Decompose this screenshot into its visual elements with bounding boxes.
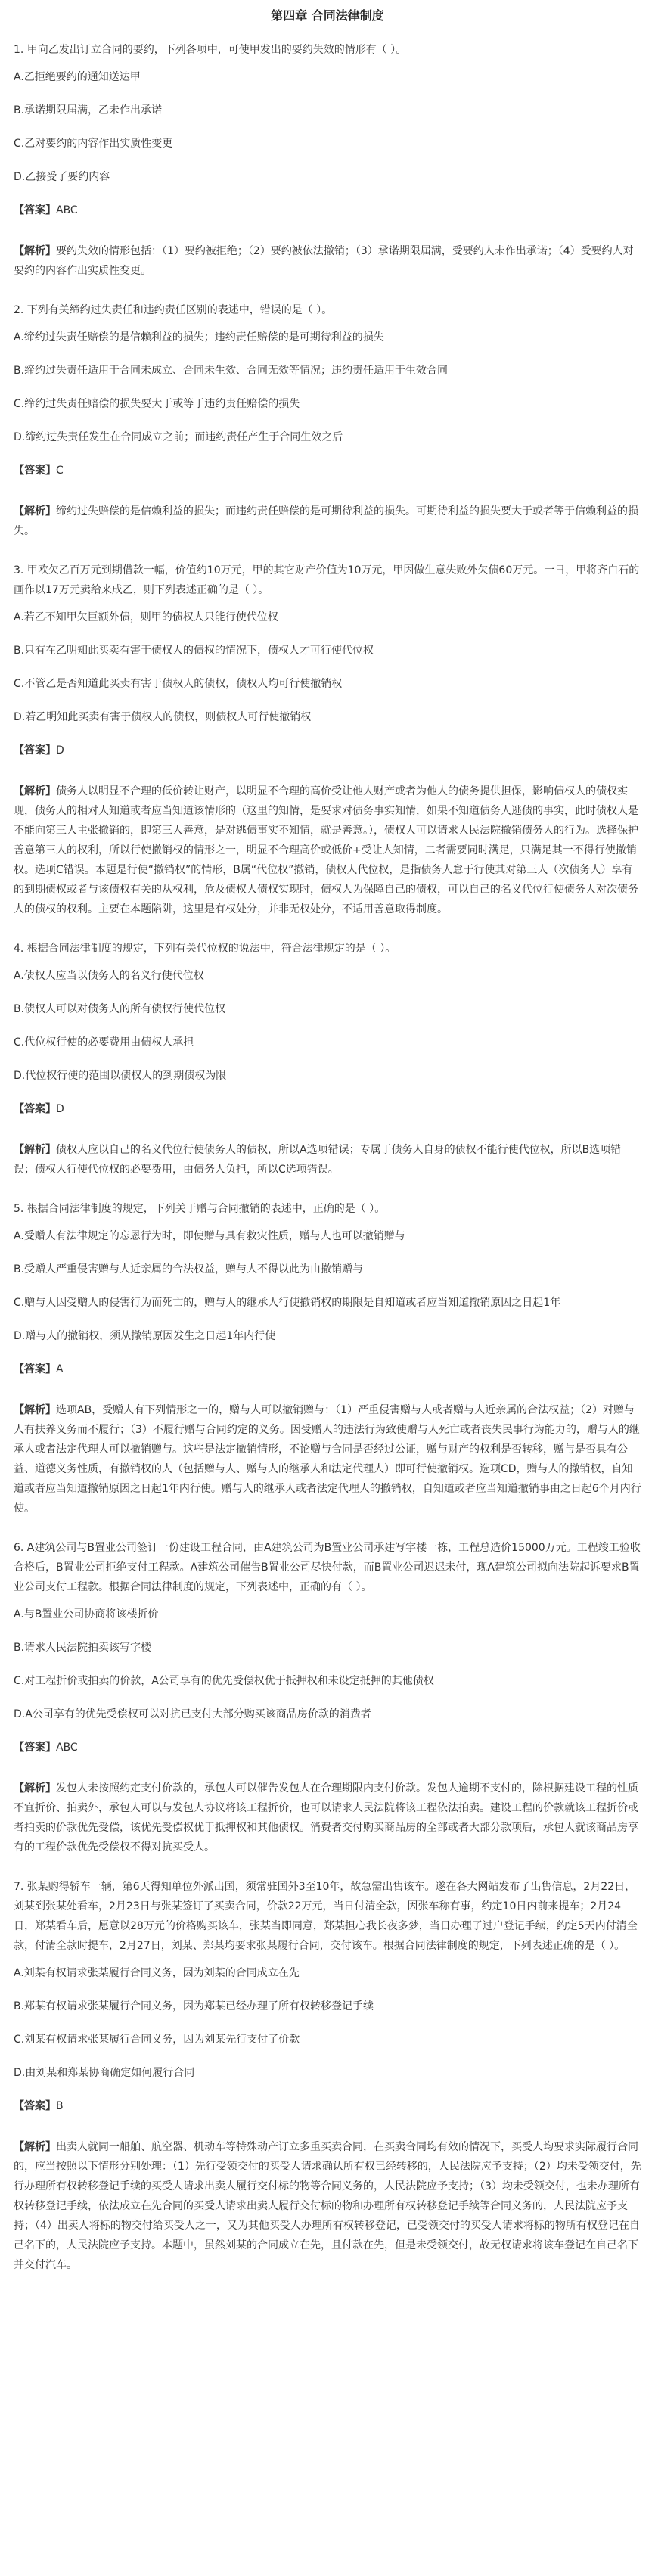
analysis-text: 要约失效的情形包括：（1）要约被拒绝；（2）要约被依法撤销；（3）承诺期限届满，受要约人未作出承诺；（4）受要约人对要约的内容作出实质性变更。 [14, 245, 634, 277]
answer-option: B.郑某有权请求张某履行合同义务，因为郑某已经办理了所有权转移登记手续 [14, 2000, 374, 2012]
question-stem: 6. A建筑公司与B置业公司签订一份建设工程合同，由A建筑公司为B置业公司承建写字楼一栋，工程总造价15000万元。工程竣工验收合格后，B置业公司拒绝支付工程款。A建筑公司催告B置业公司尽快付款，而B置业公司迟迟未付，现A建筑公司拟向法院起诉要求B置业公司支付工程款。根据合同法律制度的规定，下列表述中，正确的有（ ）。 [14, 1542, 641, 1593]
answer-label: 【答案】 [14, 1103, 56, 1115]
answer-option: D.A公司享有的优先受偿权可以对抗已支付大部分购买该商品房价款的消费者 [14, 1708, 371, 1720]
analysis-text: 债权人应以自己的名义代位行使债务人的债权，所以A选项错误；专属于债务人自身的债权不能行使代位权，所以B选项错误；债权人行使代位权的必要费用，由债务人负担，所以C选项错误。 [14, 1144, 622, 1176]
answer-value: ABC [56, 204, 78, 216]
question-stem: 1. 甲向乙发出订立合同的要约，下列各项中，可使甲发出的要约失效的情形有（ ）。 [14, 44, 407, 56]
analysis-label: 【解析】 [14, 2141, 56, 2153]
answer-option: B.只有在乙明知此买卖有害于债权人的债权的情况下，债权人才可行使代位权 [14, 645, 374, 657]
question-block [14, 40, 641, 281]
analysis-label: 【解析】 [14, 785, 56, 797]
answer-label: 【答案】 [14, 1742, 56, 1754]
analysis-paragraph [14, 782, 641, 919]
analysis-text: 发包人未按照约定支付价款的，承包人可以催告发包人在合理期限内支付价款。发包人逾期不支付的，除根据建设工程的性质不宜折价、拍卖外，承包人可以与发包人协议将该工程折价，也可以请求人民法院将该工程依法拍卖。建设工程的价款就该工程折价或者拍卖的价款优先受偿，该优先受偿权优于抵押权和其他债权。消费者交付购买商品房的全部或者大部分款项后，承包人就该商品房享有的工程价款优先受偿权不得对抗买受人。 [14, 1782, 638, 1854]
analysis-text: 缔约过失赔偿的是信赖利益的损失；而违约责任赔偿的是可期待利益的损失。可期待利益的损失要大于或者等于信赖利益的损失。 [14, 505, 638, 537]
answer-option: A.若乙不知甲欠巨额外债，则甲的债权人只能行使代位权 [14, 611, 278, 623]
analysis-label: 【解析】 [14, 505, 56, 517]
analysis-label: 【解析】 [14, 1404, 56, 1416]
answer-option: D.若乙明知此买卖有害于债权人的债权，则债权人可行使撤销权 [14, 711, 312, 723]
answer-value: C [56, 465, 64, 477]
answer-line [14, 742, 641, 759]
answer-option: B.债权人可以对债务人的所有债权行使代位权 [14, 1003, 226, 1015]
question-stem: 2. 下列有关缔约过失责任和违约责任区别的表述中，错误的是（ ）。 [14, 304, 333, 316]
answer-option: C.代位权行使的必要费用由债权人承担 [14, 1036, 194, 1049]
question-stem: 3. 甲欧欠乙百万元到期借款一幅，价值约10万元，甲的其它财产价值为10万元，甲因做生意失败外欠债60万元。一日，甲将齐白石的画作以17万元卖给来成乙，则下列表述正确的是（ ）。 [14, 564, 640, 596]
answer-value: D [56, 744, 64, 757]
question-block [14, 1538, 641, 1857]
answer-option: D.代位权行使的范围以债权人的到期债权为限 [14, 1070, 227, 1082]
analysis-paragraph [14, 241, 641, 281]
answer-option: D.乙接受了要约内容 [14, 171, 110, 183]
analysis-paragraph [14, 1140, 641, 1179]
answer-line [14, 202, 641, 219]
analysis-paragraph [14, 1400, 641, 1518]
answer-line [14, 2098, 641, 2115]
question-stem: 7. 张某购得轿车一辆，第6天得知单位外派出国，须常驻国外3至10年，故急需出售该车。遂在各大网站发布了出售信息，2月22日，刘某到张某处看车，2月23日与张某签订了买卖合同，价款22万元，当日付清全款，因张车称有事，约定10日内前来提车；2月24日，郑某看车后，愿意以28万元的价格购买该车，张某当即同意，郑某担心我长夜多梦，当日办理了过户登记手续，约定5天内付清全款，付清全款时提车，2月27日，刘某、郑某均要求张某履行合同，交付该车。根据合同法律制度的规定，下列表述正确的是（ ）。 [14, 1881, 638, 1952]
analysis-paragraph [14, 502, 641, 541]
answer-label: 【答案】 [14, 204, 56, 216]
analysis-paragraph [14, 2137, 641, 2275]
answer-value: A [56, 1363, 64, 1375]
answer-line [14, 462, 641, 479]
answer-option: B.受赠人严重侵害赠与人近亲属的合法权益，赠与人不得以此为由撤销赠与 [14, 1263, 364, 1276]
question-stem: 4. 根据合同法律制度的规定，下列有关代位权的说法中，符合法律规定的是（ ）。 [14, 943, 396, 955]
answer-option: D.由刘某和郑某协商确定如何履行合同 [14, 2067, 195, 2079]
answer-option: D.赠与人的撤销权，须从撤销原因发生之日起1年内行使 [14, 1330, 276, 1342]
analysis-label: 【解析】 [14, 1782, 56, 1794]
answer-option: C.赠与人因受赠人的侵害行为而死亡的，赠与人的继承人行使撤销权的期限是自知道或者应当知道撤销原因之日起1年 [14, 1297, 561, 1309]
answer-option: C.不管乙是否知道此买卖有害于债权人的债权，债权人均可行使撤销权 [14, 678, 343, 690]
answer-value: ABC [56, 1742, 78, 1754]
question-block [14, 561, 641, 919]
question-stem: 5. 根据合同法律制度的规定，下列关于赠与合同撤销的表述中，正确的是（ ）。 [14, 1203, 386, 1215]
question-list [14, 40, 641, 2275]
answer-option: B.缔约过失责任适用于合同未成立、合同未生效、合同无效等情况；违约责任适用于生效合同 [14, 365, 449, 377]
answer-option: A.债权人应当以债务人的名义行使代位权 [14, 970, 204, 982]
answer-option: A.乙拒绝要约的通知送达甲 [14, 71, 141, 83]
answer-label: 【答案】 [14, 2100, 56, 2112]
answer-line [14, 1739, 641, 1756]
answer-option: A.受赠人有法律规定的忘恩行为时，即使赠与具有救灾性质，赠与人也可以撤销赠与 [14, 1230, 405, 1242]
answer-value: B [56, 2100, 64, 2112]
answer-label: 【答案】 [14, 1363, 56, 1375]
answer-label: 【答案】 [14, 744, 56, 757]
answer-option: C.乙对要约的内容作出实质性变更 [14, 138, 173, 150]
answer-label: 【答案】 [14, 465, 56, 477]
answer-option: A.与B置业公司协商将该楼折价 [14, 1608, 159, 1620]
analysis-text: 债务人以明显不合理的低价转让财产，以明显不合理的高价受让他人财产或者为他人的债务提供担保，影响债权人的债权实现，债务人的相对人知道或者应当知道该情形的（这里的知情，是要求对债务事实知情，如果不知道债务人逃债的事实，此时债权人是不能向第三人主张撤销的，即第三人善意，是对逃债事实不知情，就是善意。），债权人可以请求人民法院撤销债务人的行为。选择保护善意第三人的权利，所以行使撤销权的情形之一，明显不合理高价或低价+受让人知情，二者需要同时满足，只满足其一不得行使撤销权。选项C错误。本题是行使“撤销权”的情形，B属“代位权”撤销，债权人代位权，是指债务人怠于行使其对第三人（次债务人）享有的到期债权或者与该债权有关的从权利，危及债权人债权实现时，债权人为保障自己的债权，可以自己的名义代位行使债务人对次债务人的债权的权利。主要在本题陷阱，这里是有权处分，并非无权处分，不适用善意取得制度。 [14, 785, 638, 915]
analysis-text: 出卖人就同一船舶、航空器、机动车等特殊动产订立多重买卖合同，在买卖合同均有效的情况下，买受人均要求实际履行合同的，应当按照以下情形分别处理：（1）先行受领交付的买受人请求确认所有权已经转移的，人民法院应予支持；（2）均未受领交付，先行办理所有权转移登记手续的买受人请求出卖人履行交付标的物等合同义务的，人民法院应予支持；（3）均未受领交付，也未办理所有权转移登记手续，依法成立在先合同的买受人请求出卖人履行交付标的物和办理所有权转移登记手续等合同义务的，人民法院应予支持；（4）出卖人将标的物交付给买受人之一，又为其他买受人办理所有权转移登记，已受领交付的买受人请求将标的物所有权登记在自己名下的，人民法院应予支持。本题中，虽然刘某的合同成立在先，且付款在先，但是未受领交付，故无权请求将该车登记在自己名下并交付汽车。 [14, 2141, 641, 2271]
answer-line [14, 1361, 641, 1378]
answer-option: A.刘某有权请求张某履行合同义务，因为刘某的合同成立在先 [14, 1967, 300, 1979]
analysis-label: 【解析】 [14, 245, 56, 257]
question-block [14, 1199, 641, 1518]
question-block [14, 1877, 641, 2275]
answer-option: A.缔约过失责任赔偿的是信赖利益的损失；违约责任赔偿的是可期待利益的损失 [14, 331, 384, 343]
answer-value: D [56, 1103, 64, 1115]
question-block [14, 300, 641, 541]
answer-line [14, 1101, 641, 1117]
analysis-text: 选项AB，受赠人有下列情形之一的，赠与人可以撤销赠与：（1）严重侵害赠与人或者赠与人近亲属的合法权益；（2）对赠与人有扶养义务而不履行；（3）不履行赠与合同约定的义务。因受赠人的违法行为致使赠与人死亡或者丧失民事行为能力的，赠与人的继承人或者法定代理人可以撤销赠与。这些是法定撤销情形，不论赠与合同是否经过公证，赠与财产的权利是否转移，赠与是否具有公益、道德义务性质，有撤销权的人（包括赠与人、赠与人的继承人和法定代理人）即可行使撤销权。选项CD，赠与人的撤销权，自知道或者应当知道撤销原因之日起1年内行使。赠与人的继承人或者法定代理人的撤销权，自知道或者应当知道撤销事由之日起6个月内行使。 [14, 1404, 641, 1515]
chapter-title: 第四章 合同法律制度 [271, 8, 384, 23]
answer-option: D.缔约过失责任发生在合同成立之前；而违约责任产生于合同生效之后 [14, 431, 343, 443]
answer-option: B.请求人民法院拍卖该写字楼 [14, 1642, 152, 1654]
question-block [14, 939, 641, 1179]
answer-option: B.承诺期限届满，乙未作出承诺 [14, 104, 163, 117]
analysis-paragraph [14, 1779, 641, 1857]
answer-option: C.刘某有权请求张某履行合同义务，因为刘某先行支付了价款 [14, 2034, 300, 2046]
analysis-label: 【解析】 [14, 1144, 56, 1156]
answer-option: C.缔约过失责任赔偿的损失要大于或等于违约责任赔偿的损失 [14, 398, 300, 410]
answer-option: C.对工程折价或拍卖的价款，A公司享有的优先受偿权优于抵押权和未设定抵押的其他债权 [14, 1675, 434, 1687]
